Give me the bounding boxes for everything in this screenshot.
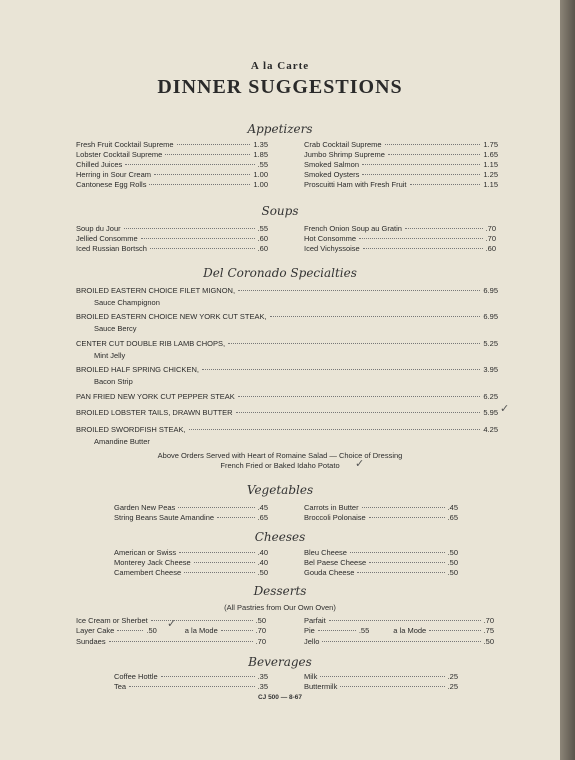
appetizers-heading: Appetizers <box>247 122 313 136</box>
menu-item-price: .25 <box>447 672 458 681</box>
dot-leader <box>184 572 254 573</box>
menu-item-price: .60 <box>257 244 268 253</box>
menu-item-price: 1.15 <box>483 180 498 189</box>
menu-item-name: American or Swiss <box>114 548 177 557</box>
menu-item-name: String Beans Saute Amandine <box>114 513 215 522</box>
check-mark-lobster: ✓ <box>500 403 510 415</box>
specialty-name: BROILED SWORDFISH STEAK, <box>76 425 186 434</box>
menu-item-name: Milk <box>304 672 318 681</box>
specialty-row <box>76 365 498 375</box>
menu-item <box>114 682 268 692</box>
specialty-price: 5.25 <box>483 339 498 348</box>
specialty-name: BROILED LOBSTER TAILS, DRAWN BUTTER <box>76 408 233 417</box>
menu-item <box>114 672 268 682</box>
menu-item <box>304 568 458 578</box>
dot-leader <box>410 184 481 185</box>
specialty-price: 5.95 <box>483 408 498 417</box>
specialty-row <box>76 286 498 296</box>
dot-leader <box>141 238 255 239</box>
dot-leader <box>236 412 481 413</box>
menu-item-price: .40 <box>257 548 268 557</box>
menu-item <box>304 503 458 513</box>
menu-item <box>304 682 458 692</box>
specialty-item <box>76 312 498 333</box>
menu-item-price: .55 <box>257 160 268 169</box>
menu-item-price: .50 <box>447 548 458 557</box>
menu-item-name: Crab Cocktail Supreme <box>304 140 382 149</box>
menu-item-name: Chilled Juices <box>76 160 123 169</box>
menu-item-name: Fresh Fruit Cocktail Supreme <box>76 140 174 149</box>
menu-item-price: .50 <box>447 558 458 567</box>
menu-item-price: 1.00 <box>253 170 268 179</box>
menu-item <box>114 548 268 558</box>
menu-item-name: Coffee Hottle <box>114 672 158 681</box>
dot-leader <box>124 228 255 229</box>
dot-leader <box>350 552 445 553</box>
menu-item-price: .65 <box>447 513 458 522</box>
menu-item-price: 1.35 <box>253 140 268 149</box>
menu-item <box>304 548 458 558</box>
menu-item <box>304 180 498 190</box>
menu-item-name: French Onion Soup au Gratin <box>304 224 402 233</box>
menu-item-name: Bleu Cheese <box>304 548 347 557</box>
specialty-price: 6.95 <box>483 312 498 321</box>
dessert-ice-cream: Ice Cream or Sherbet .50 <box>76 616 266 625</box>
menu-item <box>304 513 458 523</box>
menu-item-name: Cantonese Egg Rolls <box>76 180 147 189</box>
menu-item <box>76 234 268 244</box>
menu-item-name: Herring in Sour Cream <box>76 170 152 179</box>
menu-item <box>114 568 268 578</box>
menu-item-price: .35 <box>257 672 268 681</box>
menu-item <box>304 140 498 150</box>
menu-item <box>76 150 268 160</box>
menu-item <box>304 224 496 234</box>
menu-item-name: Bel Paese Cheese <box>304 558 367 567</box>
dot-leader <box>194 562 255 563</box>
dessert-pie: Pie .55 a la Mode .75 <box>304 626 494 635</box>
specialty-name: BROILED HALF SPRING CHICKEN, <box>76 365 199 374</box>
specialty-name: CENTER CUT DOUBLE RIB LAMB CHOPS, <box>76 339 226 348</box>
menu-item <box>304 558 458 568</box>
menu-item-price: 1.75 <box>483 140 498 149</box>
dot-leader <box>177 144 251 145</box>
menu-item-price: .40 <box>257 558 268 567</box>
dot-leader <box>362 164 480 165</box>
menu-item <box>76 170 268 180</box>
menu-item-price: .60 <box>257 234 268 243</box>
dot-leader <box>129 686 254 687</box>
specialty-sauce: Bacon Strip <box>94 377 133 386</box>
menu-item-name: Soup du Jour <box>76 224 121 233</box>
menu-item-name: Jumbo Shrimp Supreme <box>304 150 385 159</box>
menu-item <box>114 503 268 513</box>
menu-item-price: .35 <box>257 682 268 691</box>
specialty-row <box>76 425 498 435</box>
dot-leader <box>189 429 481 430</box>
dot-leader <box>357 572 444 573</box>
menu-item-name: Monterey Jack Cheese <box>114 558 191 567</box>
soups-heading: Soups <box>261 204 299 218</box>
menu-item-name: Smoked Salmon <box>304 160 360 169</box>
specialty-sauce: Amandine Butter <box>94 437 150 446</box>
specialty-row <box>76 408 498 418</box>
menu-title: DINNER SUGGESTIONS <box>157 76 403 98</box>
menu-item-price: .70 <box>485 224 496 233</box>
beverages-heading: Beverages <box>248 655 312 669</box>
menu-item-price: 1.15 <box>483 160 498 169</box>
menu-item-name: Camembert Cheese <box>114 568 182 577</box>
dot-leader <box>363 248 483 249</box>
dot-leader <box>150 248 255 249</box>
specialty-item <box>76 408 498 418</box>
menu-item-name: Garden New Peas <box>114 503 176 512</box>
menu-item-price: 1.25 <box>483 170 498 179</box>
menu-item <box>76 180 268 190</box>
menu-item <box>114 513 268 523</box>
menu-item-name: Broccoli Polonaise <box>304 513 366 522</box>
dot-leader <box>369 517 445 518</box>
dot-leader <box>388 154 481 155</box>
menu-cover-edge <box>560 0 575 760</box>
dot-leader <box>125 164 254 165</box>
print-code: CJ 500 — 8-67 <box>257 694 303 701</box>
check-mark-dessert: ✓ <box>167 618 177 630</box>
menu-subtitle: A la Carte <box>250 60 310 72</box>
menu-item <box>114 558 268 568</box>
specialty-sauce: Mint Jelly <box>94 351 126 360</box>
menu-item-price: .60 <box>485 244 496 253</box>
dot-leader <box>202 369 480 370</box>
menu-item-price: 1.65 <box>483 150 498 159</box>
dot-leader <box>178 507 254 508</box>
vegetables-heading: Vegetables <box>246 483 314 497</box>
dot-leader <box>369 562 444 563</box>
menu-item-name: Iced Vichyssoise <box>304 244 360 253</box>
dot-leader <box>238 290 480 291</box>
dot-leader <box>359 238 482 239</box>
menu-item-name: Iced Russian Bortsch <box>76 244 147 253</box>
dot-leader <box>270 316 481 317</box>
menu-item-price: .50 <box>447 568 458 577</box>
specialty-name: BROILED EASTERN CHOICE FILET MIGNON, <box>76 286 236 295</box>
specialty-sauce: Sauce Bercy <box>94 324 137 333</box>
menu-item-name: Gouda Cheese <box>304 568 355 577</box>
menu-item-price: .50 <box>257 568 268 577</box>
dessert-sundaes: Sundaes .70 <box>76 637 266 646</box>
dot-leader <box>154 174 250 175</box>
menu-item <box>304 160 498 170</box>
menu-item <box>76 244 268 254</box>
dot-leader <box>340 686 444 687</box>
specialty-item <box>76 392 498 402</box>
cheeses-heading: Cheeses <box>254 530 306 544</box>
specialties-footer-1: Above Orders Served with Heart of Romaine Salad — Choice of Dressing <box>157 451 403 460</box>
specialties-heading: Del Coronado Specialties <box>203 266 357 280</box>
menu-item-name: Carrots in Butter <box>304 503 359 512</box>
menu-item-name: Jellied Consomme <box>76 234 138 243</box>
menu-item-price: .45 <box>447 503 458 512</box>
dot-leader <box>165 154 250 155</box>
specialty-name: BROILED EASTERN CHOICE NEW YORK CUT STEAK, <box>76 312 267 321</box>
specialty-price: 3.95 <box>483 365 498 374</box>
menu-item-name: Buttermilk <box>304 682 338 691</box>
dot-leader <box>228 343 480 344</box>
specialty-row <box>76 339 498 349</box>
menu-item-price: .70 <box>485 234 496 243</box>
dessert-jello: Jello .50 <box>304 637 494 646</box>
dot-leader <box>179 552 254 553</box>
menu-item <box>304 234 496 244</box>
dot-leader <box>320 676 444 677</box>
specialty-item <box>76 339 498 360</box>
menu-item <box>304 244 496 254</box>
menu-item <box>304 170 498 180</box>
dot-leader <box>238 396 481 397</box>
menu-item-price: .25 <box>447 682 458 691</box>
dot-leader <box>362 507 445 508</box>
menu-item-name: Proscuitti Ham with Fresh Fruit <box>304 180 407 189</box>
specialty-item <box>76 286 498 307</box>
check-mark-potato: ✓ <box>355 458 365 470</box>
specialty-sauce: Sauce Champignon <box>94 298 160 307</box>
dot-leader <box>385 144 481 145</box>
specialty-item <box>76 365 498 386</box>
menu-item-name: Smoked Oysters <box>304 170 360 179</box>
dessert-parfait: Parfait .70 <box>304 616 494 625</box>
menu-item-name: Tea <box>114 682 127 691</box>
menu-item-price: 1.00 <box>253 180 268 189</box>
dot-leader <box>405 228 483 229</box>
dot-leader <box>161 676 255 677</box>
menu-item <box>76 160 268 170</box>
menu-item-price: .65 <box>257 513 268 522</box>
specialty-row <box>76 312 498 322</box>
specialty-price: 4.25 <box>483 425 498 434</box>
menu-item-price: .45 <box>257 503 268 512</box>
menu-item-price: .55 <box>257 224 268 233</box>
menu-item <box>304 672 458 682</box>
menu-item <box>76 224 268 234</box>
specialty-row <box>76 392 498 402</box>
specialty-item <box>76 425 498 446</box>
specialties-footer-2: French Fried or Baked Idaho Potato <box>220 461 340 470</box>
specialty-price: 6.25 <box>483 392 498 401</box>
menu-item-name: Hot Consomme <box>304 234 357 243</box>
menu-item <box>76 140 268 150</box>
specialty-name: PAN FRIED NEW YORK CUT PEPPER STEAK <box>76 392 235 401</box>
menu-item-price: 1.85 <box>253 150 268 159</box>
menu-item-name: Lobster Cocktail Supreme <box>76 150 163 159</box>
dessert-layer-cake: Layer Cake .50 a la Mode .70 <box>76 626 266 635</box>
dot-leader <box>217 517 254 518</box>
dot-leader <box>149 184 250 185</box>
menu-item <box>304 150 498 160</box>
desserts-heading: Desserts <box>253 584 307 598</box>
specialty-price: 6.95 <box>483 286 498 295</box>
dot-leader <box>362 174 480 175</box>
desserts-note: (All Pastries from Our Own Oven) <box>224 603 336 612</box>
